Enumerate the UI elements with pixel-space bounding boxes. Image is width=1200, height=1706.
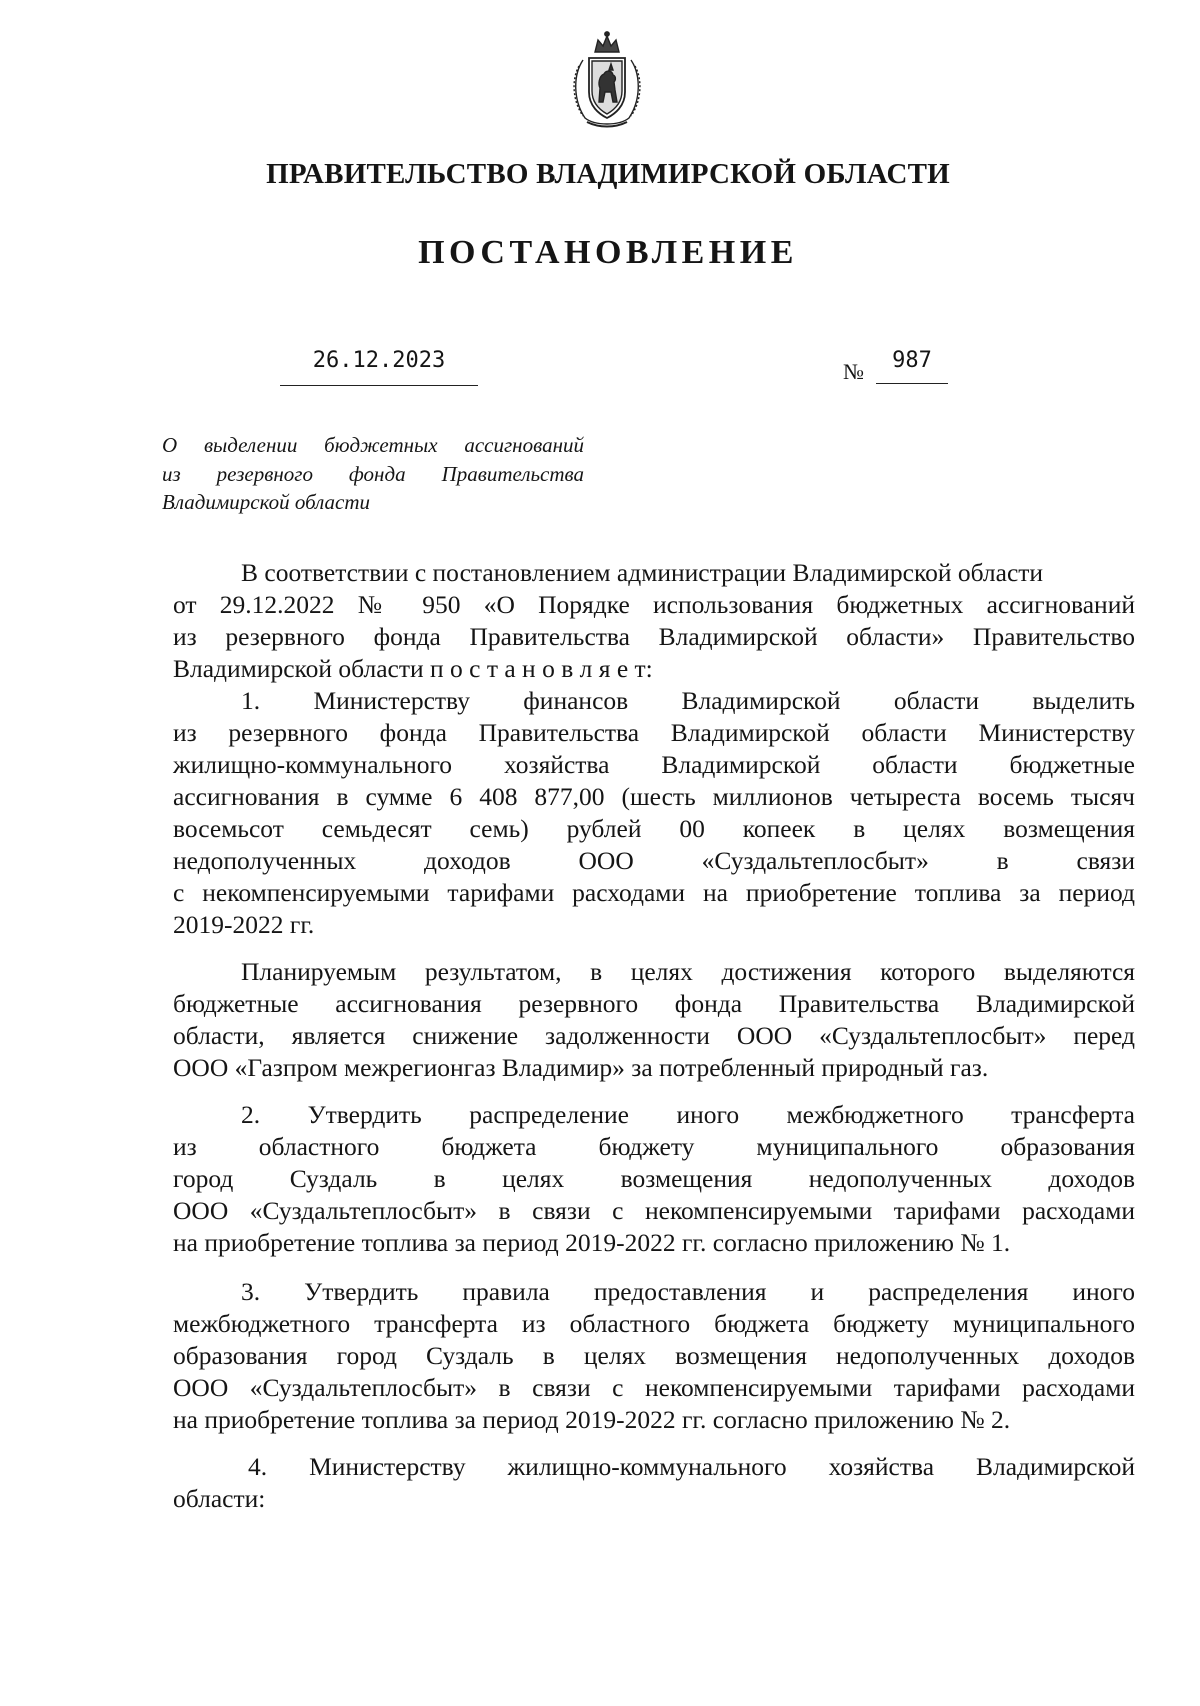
body-line: Владимирской области п о с т а н о в л я е т: [173, 654, 653, 683]
document-type-title: ПОСТАНОВЛЕНИЕ [418, 234, 798, 271]
date-underline [280, 385, 478, 386]
document-number: 987 [892, 348, 932, 373]
body-line: из резервного фонда Правительства Владимирской области Министерству [173, 718, 1135, 747]
body-line: на приобретение топлива за период 2019-2022 гг. согласно приложению № 1. [173, 1228, 1011, 1257]
body-line: на приобретение топлива за период 2019-2022 гг. согласно приложению № 2. [173, 1405, 1011, 1434]
subject-line: О выделении бюджетных ассигнований [162, 433, 584, 457]
body-line: ООО «Суздальтеплосбыт» в связи с некомпенсируемыми тарифами расходами [173, 1196, 1135, 1225]
body-line: город Суздаль в целях возмещения недополученных доходов [173, 1164, 1135, 1193]
coat-of-arms-emblem [565, 30, 649, 130]
body-line: ассигнования в сумме 6 408 877,00 (шесть миллионов четыреста восемь тысяч [173, 782, 1135, 811]
body-line: Планируемым результатом, в целях достижения которого выделяются [241, 957, 1135, 986]
body-line: 2. Утвердить распределение иного межбюджетного трансферта [241, 1100, 1135, 1129]
body-line: из резервного фонда Правительства Владимирской области» Правительство [173, 622, 1135, 651]
body-line: области: [173, 1484, 266, 1513]
number-sign: № [843, 359, 864, 384]
body-line: ООО «Суздальтеплосбыт» в связи с некомпенсируемыми тарифами расходами [173, 1373, 1135, 1402]
body-line: образования город Суздаль в целях возмещения недополученных доходов [173, 1341, 1135, 1370]
body-line: ООО «Газпром межрегионгаз Владимир» за потребленный природный газ. [173, 1053, 989, 1082]
body-line: восемьсот семьдесят семь) рублей 00 копеек в целях возмещения [173, 814, 1135, 843]
body-line: жилищно-коммунального хозяйства Владимирской области бюджетные [173, 750, 1135, 779]
subject-line: из резервного фонда Правительства [162, 461, 584, 486]
body-line: 2019-2022 гг. [173, 910, 315, 939]
body-line: бюджетные ассигнования резервного фонда Правительства Владимирской [173, 989, 1135, 1018]
body-line: 1. Министерству финансов Владимирской области выделить [241, 686, 1135, 715]
body-line: с некомпенсируемыми тарифами расходами на приобретение топлива за период [173, 878, 1135, 907]
body-line: межбюджетного трансферта из областного бюджета бюджету муниципального [173, 1309, 1135, 1338]
body-line: из областного бюджета бюджету муниципального образования [173, 1132, 1135, 1161]
body-line: 4. Министерству жилищно-коммунального хозяйства Владимирской [248, 1452, 1135, 1481]
body-line: В соответствии с постановлением администрации Владимирской области [241, 558, 1044, 587]
body-line: области, является снижение задолженности ООО «Суздальтеплосбыт» перед [173, 1021, 1135, 1050]
document-date: 26.12.2023 [312, 348, 446, 373]
number-underline [876, 383, 948, 384]
subject-line: Владимирской области [162, 490, 371, 514]
body-line: от 29.12.2022 № 950 «О Порядке использования бюджетных ассигнований [173, 590, 1135, 619]
body-line: 3. Утвердить правила предоставления и распределения иного [241, 1277, 1135, 1306]
document-subject [162, 431, 584, 517]
body-line: недополученных доходов ООО «Суздальтеплосбыт» в связи [173, 846, 1135, 875]
organization-title: ПРАВИТЕЛЬСТВО ВЛАДИМИРСКОЙ ОБЛАСТИ [266, 158, 950, 190]
